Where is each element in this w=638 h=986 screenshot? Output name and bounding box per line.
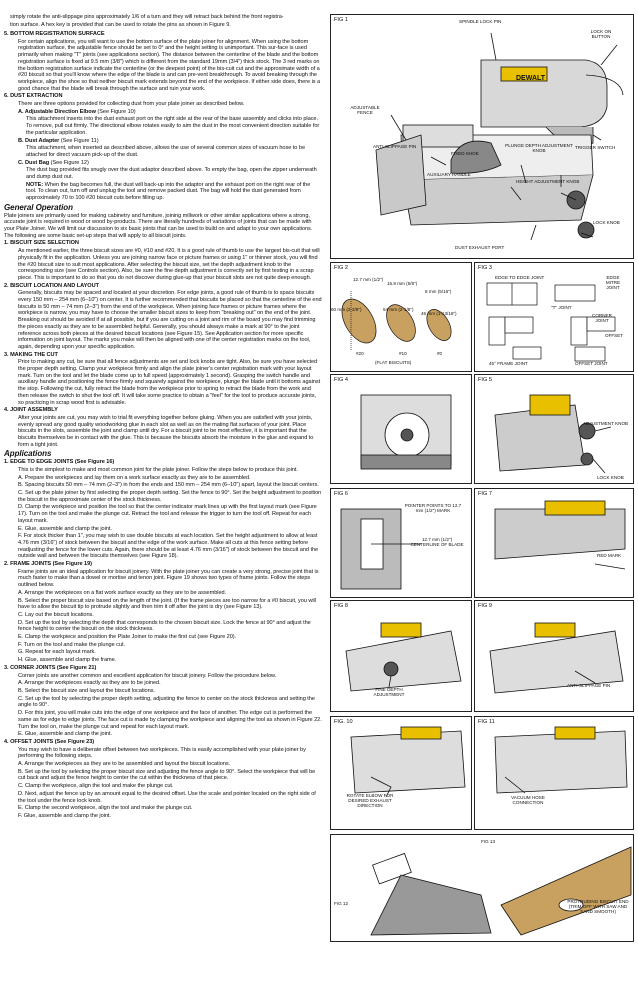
size-label: #0: [437, 351, 443, 356]
figure-label: FIG 8: [334, 603, 348, 609]
label-fine-depth: FINE DEPTH ADJUSTMENT: [373, 687, 405, 698]
step-item: A. Prepare the workpieces and lay them on a work surface exactly as they are to be assembled.: [18, 474, 251, 481]
step-item: E. Clamp the workpiece and position the Plate Joiner to make the first cut (see Figure 20).: [18, 634, 237, 641]
step-item: F. For stock thicker than 1", you may wish to use double biscuits at each location. Set the height adjustment to allow at least 4.76 mm (3/16") of stock between the biscuit and the edge of the work surface. Make all cuts at this fence setting before readjusting the fence for the lower cuts. Again, there should be at least 4.76 mm (3/16") of stock between the biscuit and the outside wall and between the biscuits themselves (see Figure 18).: [18, 533, 319, 560]
step-item: C. Set up the tool by selecting the proper depth setting, adjusting the fence to center on the stock thickness and setting the angle to 90°.: [18, 695, 315, 709]
size-label: #10: [399, 351, 407, 356]
label-rotate-elbow: ROTATE ELBOW FOR DESIRED EXHAUST DIRECTION: [346, 793, 394, 809]
step-item: G. Repeat for each layout mark.: [18, 649, 96, 656]
figure-label: FIG 12: [334, 901, 349, 906]
label-edge-to-edge: EDGE TO EDGE JOINT: [495, 275, 545, 280]
label-t-joint: "T" JOINT: [551, 305, 572, 310]
figure-12-13: [330, 834, 634, 942]
corner-joints-steps: [4, 680, 322, 738]
offset-joints-steps: [4, 761, 322, 820]
label-red-mark: RED MARK: [597, 553, 622, 558]
step-item: D. Clamp the workpiece and position the tool so that the center indicator mark lines up with the first layout mark (see Figure 17). Turn on the tool and make the plunge cut. Retract the tool and release the trigger to turn the tool off. Repeat for each layout mark.: [18, 504, 317, 524]
label-offset: OFFSET: [605, 333, 624, 338]
top-line-1: simply rotate the anti-slippage pins approximately 1/6 of a turn and they will retract back behind the front registra-: [10, 14, 284, 20]
step-item: C. Lay out the biscuit locations.: [18, 611, 94, 618]
plate-joiner-illustration: [331, 15, 633, 258]
making-cut-title: 3. MAKING THE CUT: [4, 351, 58, 358]
figure-9: [474, 600, 634, 712]
label-auxiliary-handle: AUXILIARY HANDLE: [427, 172, 471, 177]
general-operation-body: Plate joiners are primarily used for making cabinetry and furniture, joining millwork or other similar applications where a strong, accurate joint is required in wood or wood by-products. There are literally hundreds of variations of joints that can be made with your Plate Joiner. We will limit our discussion to six basic joints that can be used to build on and adapt to your own applications. The following are some basic set-up steps that will apply to all biscuit joints.: [4, 212, 313, 239]
dust-bag-heading: C. Dust Bag (See Figure 12): [18, 159, 89, 166]
figure-label: FIG 13: [481, 839, 496, 844]
biscuit-size-body: As mentioned earlier, the three biscuit sizes are #0, #10 and #20. It is a good rule of thumb to use the largest bis-cuit that will physically fit in the application. Unless you are joining narrow face or picture frames or using 1" or thinner stock, you will find the #20 biscuit size to suit most applications. After selecting the biscuit size, set the depth adjustment knob to the corresponding size (see Controls section). Also, be sure the fine depth adjustment is correctly set by first testing in a scrap piece. This is important to do so that you do not discover during glue-up that your biscuit slots are not quite deep enough.: [18, 248, 320, 281]
offset-joints-intro: You may wish to have a deliberate offset between two workpieces. This is easily accomplished with your plate joiner by performing the following steps.: [18, 746, 306, 760]
applications-title: Applications: [4, 449, 52, 459]
figure-label: FIG 5: [478, 377, 492, 383]
biscuit-size-title: 1. BISCUIT SIZE SELECTION: [4, 240, 79, 247]
left-column: [4, 31, 322, 821]
figure-10: [330, 716, 472, 830]
making-cut-body: Prior to making any cut, be sure that all fence adjustments are set and lock knobs are tight. Also, be sure you have selected the proper depth setting. Clamp your workpiece firmly and align the plate joiner's center registration mark with your layout mark. Turn on the tool and let the blade come up to full speed (approximately 1 second). Grasping the switch handle and auxiliary handle and positioning the fence firmly and squarely against the workpiece, plunge the blade until it bottoms against the stop. Following the cut, fully retract the blade from the workpiece prior to spring to retract the blade from the work and then release the switch to shut the tool off. It will take some practice to obtain a "feel" for the tool to produce accurate joints, so practicing in scrap wood first is advisable.: [18, 359, 321, 406]
label-offset-joint: OFFSET JOINT: [575, 361, 608, 366]
label-lock-on-button: LOCK ON BUTTON: [590, 29, 612, 40]
dim-label: 46 mm (1-13/16"): [421, 311, 457, 316]
biscuit-location-title: 2. BISCUIT LOCATION AND LAYOUT: [4, 282, 99, 289]
section-bottom-registration-title: 5. BOTTOM REGISTRATION SURFACE: [4, 31, 105, 37]
top-continuation: [10, 14, 320, 29]
figure-8: [330, 600, 472, 712]
dim-label: 54 mm (2-1/8"): [383, 307, 414, 312]
step-item: E. Glue, assemble and clamp the joint.: [18, 731, 112, 738]
section-dust-extraction-title: 6. DUST EXTRACTION: [4, 93, 63, 100]
corner-joints-title: 3. CORNER JOINTS (See Figure 21): [4, 664, 97, 671]
figure-6: [330, 488, 472, 598]
step-item: C. Clamp the workpiece, align the tool and make the plunge cut.: [18, 783, 174, 790]
figure-label: FIG 9: [478, 603, 492, 609]
joint-assembly-title: 4. JOINT ASSEMBLY: [4, 407, 58, 414]
dust-bag-note: NOTE: When the bag becomes full, the dust will back-up into the adaptor and the exhaust port on the right rear of the tool. To clean out, turn off and unplug the tool and remove packed dust. The bag will hold the dust generated from approximately 70 to 100 #20 biscuit cuts before filling up.: [26, 181, 311, 202]
figure-label: FIG 1: [334, 17, 348, 23]
brand-logo: DEWALT: [516, 75, 546, 82]
biscuit-location-body: Generally, biscuits may be spaced and located at your discretion. For edge joints, a good rule of thumb is to space biscuits every 150 mm – 254 mm (6–10") on center. It is further recommended that biscuits be placed so that the centerline of the end biscuits is 50 mm – 74 mm (2–3") from the end of the workpiece. When joining face frames or picture frames where the workpiece is narrow, you may have to choose the smaller biscuit sizes to keep from "breaking out" on the end of the joint. Breaking out should be avoided if at all possible, but if you are cutting on a joint and rim of the board you may find trimming the pieces exactly as they are to be assembled helpful. Generally, you should always make a mark at 90° to the joint reference across both pieces at the desired biscuit locations (see Figure 15). See Application section for more specific information on joint layout. The marks you make will then be aligned with one of the center registration marks on the tool, again, depending upon your specific application.: [18, 290, 322, 350]
anti-slippage-view: [475, 601, 633, 711]
step-item: A. Arrange the workpieces exactly as they are to be joined.: [18, 680, 161, 687]
figure-label: FIG 6: [334, 491, 348, 497]
label-plunge-depth-knob: PLUNGE DEPTH ADJUSTMENT KNOB: [505, 143, 573, 154]
label-adjustment-knob: ADJUSTMENT KNOB: [583, 421, 629, 426]
size-label: #20: [356, 351, 364, 356]
figure-label: FIG 11: [478, 719, 495, 725]
label-centerline: 12.7 mm (1/2") CENTERLINE OF BLADE: [410, 537, 464, 548]
fence-adjustment-view: [475, 375, 633, 483]
offset-joints-title: 4. OFFSET JOINTS (See Figure 23): [4, 738, 95, 745]
step-item: A. Arrange the workpieces as they are to be assembled and layout the biscuit locations.: [18, 761, 231, 768]
red-mark-view: [475, 489, 633, 597]
edge-joints-steps: [4, 475, 322, 560]
label-dust-exhaust-port: DUST EXHAUST PORT: [455, 245, 505, 250]
step-item: F. Glue, assemble and clamp the joint.: [18, 812, 111, 819]
label-pointer: POINTER POINTS TO 12.7 mm (1/2") MARK: [404, 503, 462, 514]
section-bottom-registration-body: For certain applications, you will want to use the bottom surface of the plate joiner for alignment. When using the bottom registration surface, the adjustable fence should be set to 0° and the height setting is unimportant. This sur-face is used primarily when making "T" joints (see applications section). The distance between the centerline of the blade and the bottom registration surface is fixed at 9.5 mm (3/8") which is different from the standard 19mm (3/4") thick stock. The 3 red marks on the bottom registration surface indicate the centerline (or the deepest point) of the bis-cuit cut and the approximate width of a #20 biscuit so that you'll know where the edge of the blade is and can pre-vent breakthrough. To avoid breaking through the workpiece, align the shoe so that neither biscuit mark extends beyond the end of the workpiece. If either side does, there is a good chance that the blade will break through the surface and ruin your work.: [18, 38, 321, 92]
dust-elbow-body: This attachment inserts into the dust exhaust port on the right side at the rear of the base assembly and clicks into place. To remove, pull out firmly. The directional elbow rotates easily to aim the dust in the most convenient direction suitable for the particular application.: [26, 116, 320, 136]
label-height-adjustment-knob: HEIGHT ADJUSTMENT KNOB: [516, 179, 580, 184]
label-anti-slippage-pin: ANTI-SLIPPAGE PIN: [567, 683, 611, 688]
figure-label: FIG 3: [478, 265, 492, 271]
figure-7: [474, 488, 634, 598]
step-item: D. Set up the tool by selecting the depth that corresponds to the chosen biscuit size. Lock the fence at 90° and adjust the fence height to center the biscuit on the stock thickness.: [18, 619, 311, 633]
step-item: E. Glue, assemble and clamp the joint.: [18, 525, 112, 532]
figure-3-joint-types: [474, 262, 634, 372]
label-edge-miter: EDGE MITRE JOINT: [605, 275, 621, 291]
figure-1-plate-joiner: [330, 14, 634, 259]
edge-joints-title: 1. EDGE TO EDGE JOINTS (See Figure 16): [4, 459, 115, 466]
figure-2-biscuit-sizes: [330, 262, 472, 372]
dim-label: 60 mm (2-3/8"): [331, 307, 362, 312]
frame-joints-steps: [4, 590, 322, 664]
step-item: H. Glue, assemble and clamp the frame.: [18, 657, 117, 664]
step-item: E. Clamp the second workpiece, align the tool and make the plunge cut.: [18, 805, 193, 812]
step-item: A. Arrange the workpieces on a flat work surface exactly as they are to be assembled.: [18, 589, 227, 596]
joint-assembly-body: After your joints are cut, you may wish to trial fit everything together before gluing. When you are satisfied with your joints, evenly spread any good quality woodworking glue in each slot as well as on the mating flat surfaces of your joint. Place biscuits in the slots, assemble the joint and clamp until dry. For a biscuit joint to be most effective, it is important that the biscuits themselves be in contact with the glue. This is because the biscuits absorb the moisture in the glue and expand to form a tight joint.: [18, 414, 314, 448]
label-adjustable-fence: ADJUSTABLE FENCE: [350, 105, 380, 116]
dust-bag-and-biscuit-view: [331, 835, 633, 941]
dust-adapter-heading: B. Dust Adapter (See Figure 11): [18, 137, 99, 144]
step-item: F. Turn on the tool and make the plunge cut.: [18, 641, 125, 648]
section-dust-extraction-body: There are three options provided for collecting dust from your plate joiner as described below.: [18, 101, 245, 108]
step-item: B. Set up the tool by selecting the proper biscuit size and adjusting the fence angle to 90°. Select the workpiece that will be cut back and adjust the fence height to center the cut within the thickness of that piece.: [18, 768, 316, 782]
step-item: D. For this joint, you will make cuts into the edge of one workpiece and the face of another. The edge cut is performed the same as for edge to edge joints. The face cut is made by clamping the workpiece and aligning the tool as shown in Figure 22. Turn the tool on, make the plunge cut and repeat for each layout mark.: [18, 710, 322, 730]
frame-joints-title: 2. FRAME JOINTS (See Figure 19): [4, 561, 92, 568]
dim-label: 12.7 mm (1/2"): [353, 277, 384, 282]
figure-label: FIG. 10: [334, 719, 353, 725]
vacuum-hose-view: [475, 717, 633, 829]
dim-label: 8 mm (5/16"): [425, 289, 452, 294]
label-lock-knob: LOCK KNOB: [593, 220, 620, 225]
label-protruding-biscuit: PROTRUDING BISCUIT END (TRIM OFF WITH SAW AND SAND SMOOTH): [567, 899, 629, 915]
label-frame-joint: 45° FRAME JOINT: [489, 361, 528, 366]
figure-4: [330, 374, 472, 484]
general-operation-title: General Operation: [4, 202, 73, 212]
figure-label: FIG 7: [478, 491, 492, 497]
step-item: C. Set up the plate joiner by first selecting the proper depth setting. Set the fence to 90°. Set the height adjustment to position the biscuit in the approximate center of the stock thickness.: [18, 490, 322, 503]
label-corner-joint: CORNER JOINT: [592, 313, 612, 324]
dim-label: 15.9 mm (5/8"): [387, 281, 418, 286]
elbow-view: [331, 717, 471, 829]
label-anti-slippage-pin: ANTI-SLIPPAGE PIN: [373, 144, 417, 149]
label-spindle-lock-pin: SPINDLE LOCK PIN: [459, 19, 502, 24]
biscuit-caption: (FLAT BISCUITS): [375, 360, 412, 365]
figure-label: FIG 4: [334, 377, 348, 383]
dust-bag-body: The dust bag provided fits snugly over the dust adaptor described above. To empty the bag, open the zipper underneath and dump dust out.: [26, 167, 317, 181]
label-lock-knob: LOCK KNOB: [597, 475, 624, 480]
dust-adapter-body: This attachment, when inserted as described above, allows the use of several common sizes of vacuum hose to be attached for direct vacuum pick-up of the dust.: [26, 145, 305, 158]
frame-joints-intro: Frame joints are an ideal application for biscuit joinery. With the plate joiner you can create a very strong, precise joint that is much faster to make than a dowel or mortise and tenon joint. Figure 19 shows two types of frame joints. Follow the steps outlined below.: [18, 568, 319, 589]
joiner-blade-view: [331, 375, 471, 483]
step-item: B. Spacing biscuits 50 mm – 74 mm (2–3") in from the ends and 150 mm – 254 mm (6–10") apart, layout the biscuit centers.: [18, 482, 319, 489]
top-line-2: tion surface. A hex key is provided that can be used to rotate the pins as shown in Figure 9.: [10, 21, 231, 28]
edge-joints-intro: This is the simplest to make and most common joint for the plate joiner. Follow the steps below to produce this joint.: [18, 466, 298, 473]
label-fixed-shoe: FIXED SHOE: [451, 151, 479, 156]
label-trigger-switch: TRIGGER SWITCH: [575, 145, 616, 150]
label-vacuum-hose: VACUUM HOSE CONNECTION: [511, 795, 545, 806]
step-item: B. Select the proper biscuit size based on the length of the joint. (If the frame pieces are too narrow for a #0 biscuit, you will have to allow the biscuit tip to protrude slightly and then trim it off after the joint is dry (see Figure 13).: [18, 597, 316, 611]
corner-joints-intro: Corner joints are another common and excellent application for biscuit joinery. Follow the procedure below.: [18, 672, 277, 679]
figure-label: FIG 2: [334, 265, 348, 271]
figure-11: [474, 716, 634, 830]
step-item: B. Select the biscuit size and layout the biscuit locations.: [18, 687, 155, 694]
figure-5: [474, 374, 634, 484]
step-item: D. Next, adjust the fence up by an amount equal to the desired offset. Use the scale and pointer located on the right side of the tool under the fence lock knob.: [18, 790, 316, 804]
dust-elbow-heading: A. Adjustable Direction Elbow (See Figure 10): [18, 108, 136, 115]
